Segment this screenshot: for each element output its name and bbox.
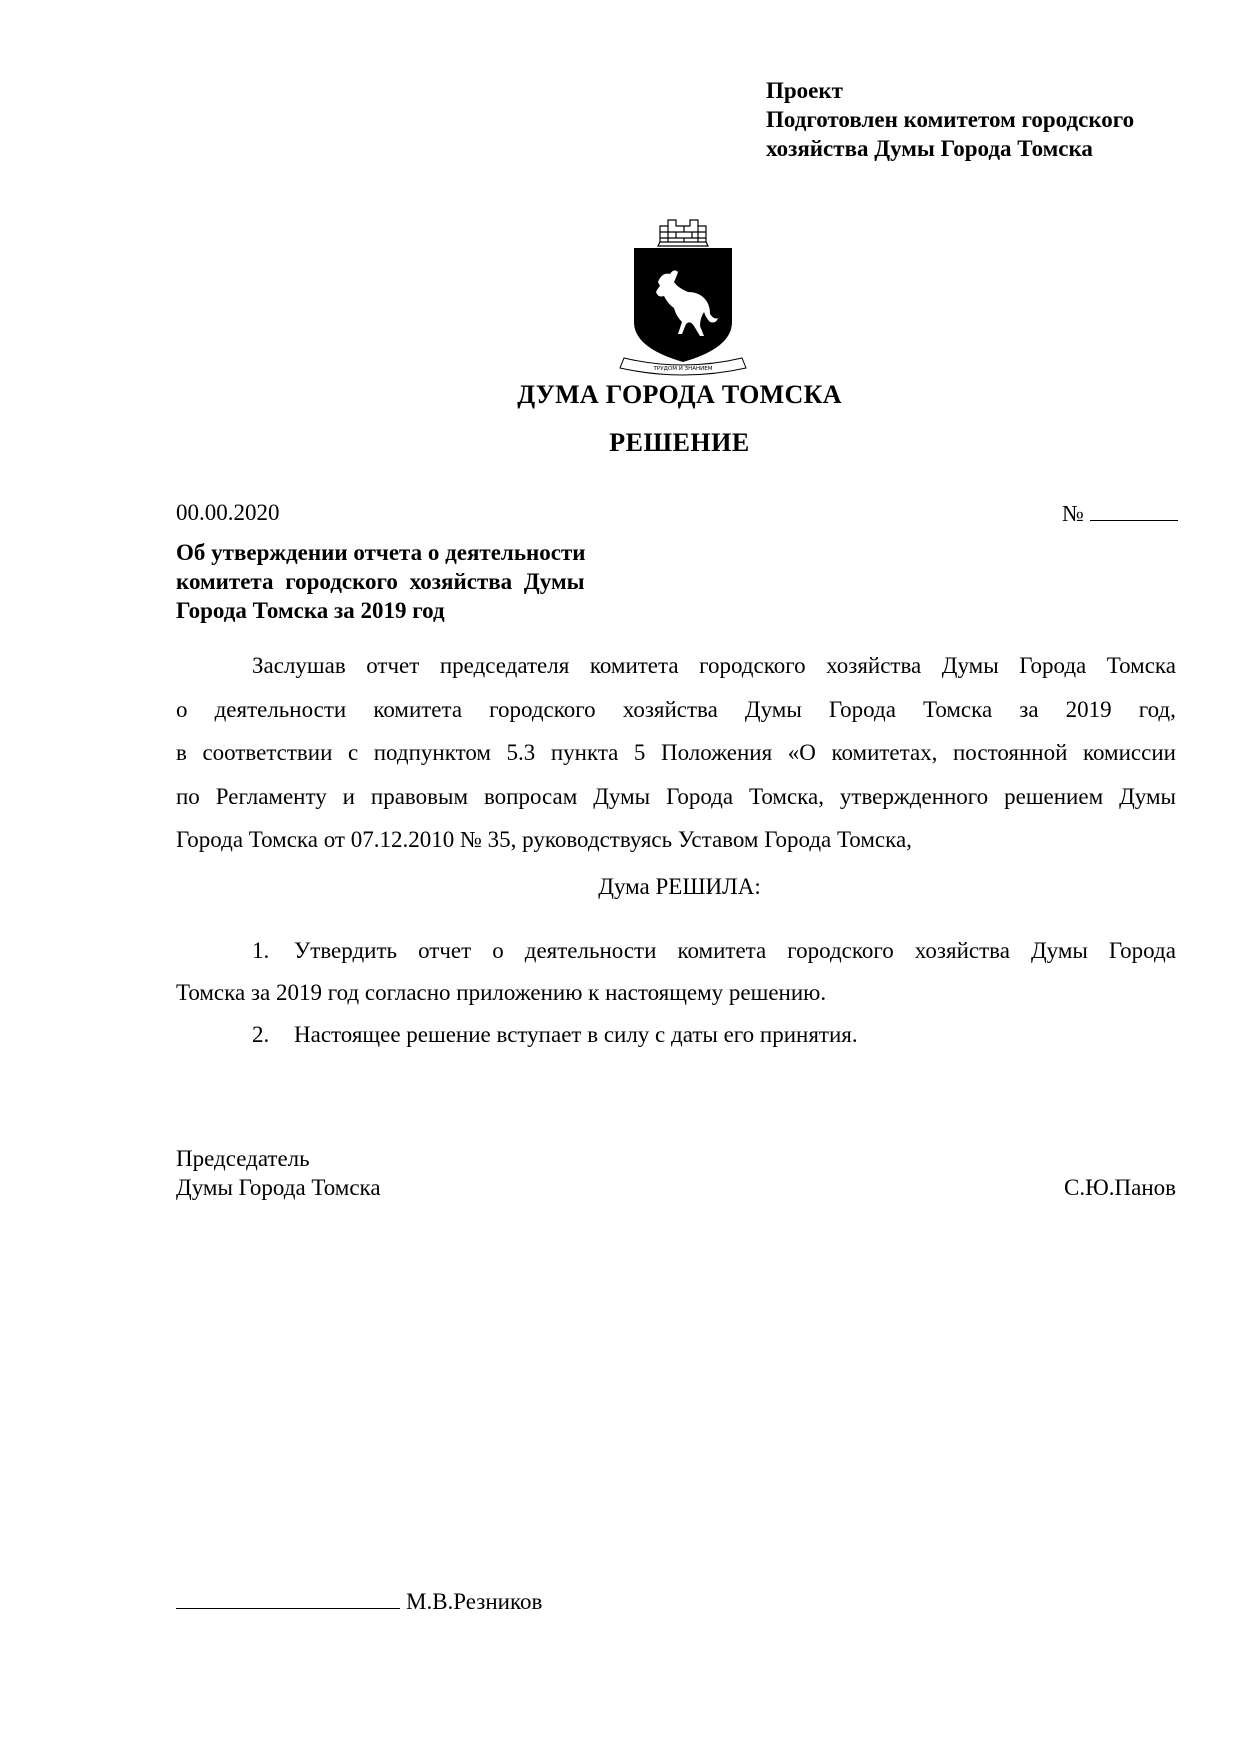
signatory-name: С.Ю.Панов [1064, 1175, 1176, 1200]
word: Регламенту [215, 783, 327, 809]
word: хозяйства [826, 653, 922, 678]
paragraph-line: Города Томска от 07.12.2010 № 35, руководствуясь Уставом Города Томска, [176, 827, 912, 852]
item-text: Настоящее решение вступает в силу с даты его принятия. [294, 1022, 858, 1047]
word: «О [787, 740, 816, 765]
word: комитета [677, 938, 767, 963]
word: городского [489, 696, 596, 722]
word: Утвердить [294, 938, 398, 963]
word: о [492, 938, 504, 963]
word: решением [1004, 783, 1104, 809]
number-label: № [1062, 501, 1084, 526]
word: и [342, 783, 355, 809]
item-number: 2. [252, 1022, 270, 1047]
word: 2019 [1065, 696, 1112, 722]
word: комитета [373, 696, 463, 722]
paragraph-line [176, 775, 1176, 819]
word: Положения [660, 740, 773, 765]
paragraph-line [176, 688, 1176, 732]
word: Города [828, 696, 896, 722]
crown-icon [658, 220, 708, 246]
word: по [176, 783, 200, 809]
word: правовым [370, 783, 468, 809]
word: вопросам [483, 783, 578, 809]
ribbon-motto: ТРУДОМ И ЗНАНИЕМ [653, 366, 713, 372]
document-number [1062, 500, 1178, 527]
item-2 [176, 1014, 1176, 1056]
word: комитетах, [831, 740, 938, 765]
word: Думы [1030, 938, 1088, 963]
word: Томска, [749, 783, 824, 809]
word: с [347, 740, 359, 765]
word: Города [666, 783, 734, 809]
word: Думы [593, 783, 651, 809]
document-type: РЕШЕНИЕ [609, 428, 750, 457]
signatory-position [176, 1144, 381, 1202]
paragraph-line [176, 644, 1176, 688]
word: комиссии [1082, 740, 1176, 765]
word: Думы [1119, 783, 1176, 809]
preamble-paragraph [176, 644, 1176, 862]
preparer-name: М.В.Резников [406, 1589, 543, 1614]
document-subject [176, 538, 622, 625]
word: постоянной [953, 740, 1068, 765]
subject-line: Города Томска за 2019 год [176, 598, 445, 623]
word: Города [1019, 653, 1087, 678]
word: за [1019, 696, 1039, 722]
word: отчет [418, 938, 472, 963]
word: деятельности [214, 696, 347, 722]
word: городского [699, 653, 806, 678]
position-line: Председатель [176, 1146, 310, 1171]
word: Города [1108, 938, 1176, 963]
coat-of-arms-emblem [618, 212, 748, 378]
decision-items [176, 930, 1176, 1056]
word: хозяйства [914, 938, 1010, 963]
item-1-continuation: Томска за 2019 год согласно приложению к настоящему решению. [176, 980, 827, 1005]
word: подпунктом [373, 740, 491, 765]
decision-heading: Дума РЕШИЛА: [598, 874, 761, 899]
word: соответствии [202, 740, 333, 765]
paragraph-line [176, 731, 1176, 775]
subject-line: комитета городского хозяйства Думы [176, 569, 585, 594]
word: отчет [366, 653, 420, 678]
word: комитета [589, 653, 679, 678]
word: хозяйства [622, 696, 718, 722]
organization-title: ДУМА ГОРОДА ТОМСКА [517, 380, 842, 409]
word: год, [1138, 696, 1176, 722]
project-note [766, 76, 1134, 163]
word: городского [787, 938, 894, 963]
item-number: 1. [252, 938, 270, 963]
word: в [176, 740, 187, 765]
word: председателя [439, 653, 570, 678]
word: о [176, 696, 188, 722]
project-note-line: Подготовлен комитетом городского [766, 107, 1135, 132]
number-blank-line [1090, 500, 1178, 521]
signature-blank-line [176, 1588, 400, 1609]
preparer-signature [176, 1588, 542, 1615]
word: деятельности [524, 938, 657, 963]
position-line: Думы Города Томска [176, 1175, 381, 1200]
project-note-line: хозяйства Думы Города Томска [766, 136, 1093, 161]
word: пункта [550, 740, 619, 765]
word: Томска [1106, 653, 1176, 678]
word: Думы [744, 696, 802, 722]
word: Думы [941, 653, 999, 678]
project-note-line: Проект [766, 78, 843, 103]
item-1-line [176, 930, 1176, 972]
document-date: 00.00.2020 [176, 500, 280, 525]
word: утвержденного [839, 783, 989, 809]
subject-line: Об утверждении отчета о деятельности [176, 540, 586, 565]
word: 5 [633, 740, 646, 765]
word: Томска [923, 696, 993, 722]
word: 5.3 [506, 740, 536, 765]
word: Заслушав [252, 653, 346, 678]
